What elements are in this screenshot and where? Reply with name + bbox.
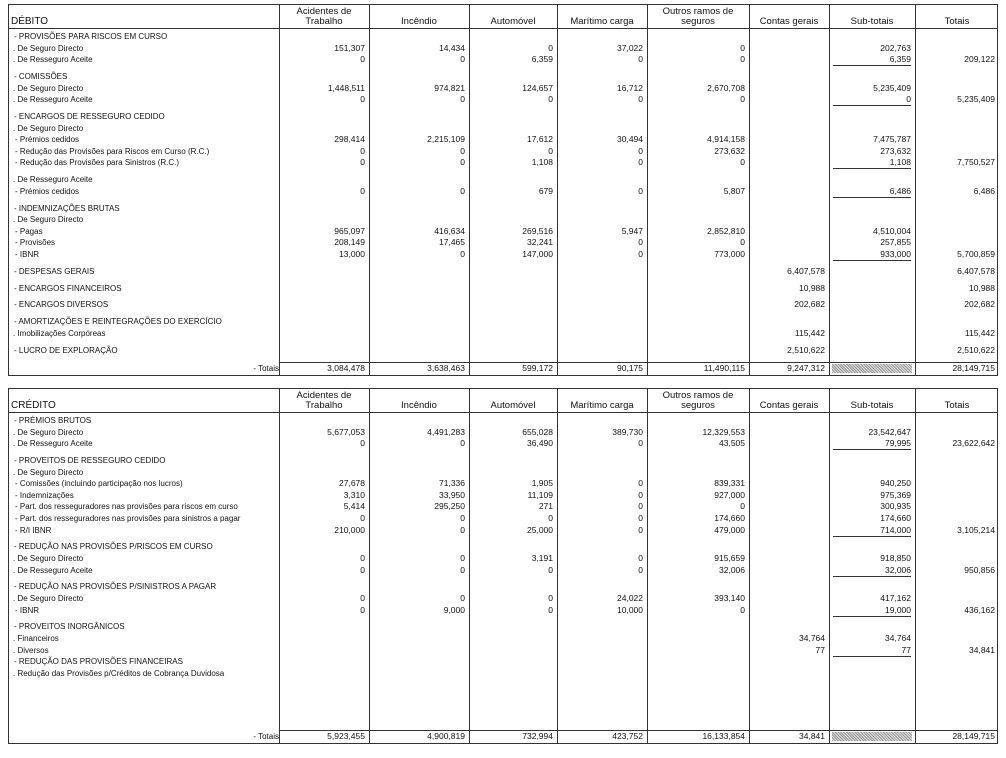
column-header-outros: Outros ramos de seguros (662, 6, 734, 27)
cell-maritimo: 16,712 (617, 82, 643, 93)
row-label: . De Resseguro Aceite (13, 175, 93, 185)
cell-acidentes: 1,448,511 (327, 82, 365, 93)
row-label: . De Resseguro Aceite (13, 55, 93, 65)
cell-totais: 3,105,214 (957, 524, 995, 535)
cell-incendio: 0 (460, 438, 465, 449)
row-label: - IBNR (15, 250, 39, 259)
table-row (9, 299, 997, 310)
row-label: - R/I IBNR (15, 525, 52, 535)
cell-outros: 0 (740, 157, 745, 168)
column-header-acidentes: Acidentes de Trabalho (296, 6, 352, 27)
column-header-contas: Contas gerais (759, 400, 819, 411)
table-row (9, 186, 997, 197)
row-label: . Imobilizações Corpóreas (13, 328, 106, 338)
total-maritimo: 90,175 (617, 363, 643, 373)
row-label: - Part. dos resseguradores nas provisões para riscos em curso (15, 502, 238, 512)
cell-totais: 209,122 (964, 54, 995, 65)
cell-automovel: 17,612 (527, 134, 553, 145)
cell-incendio: 0 (460, 524, 465, 535)
table-row (9, 266, 997, 277)
column-header-maritimo: Marítimo carga (570, 400, 634, 411)
table-row (9, 633, 997, 644)
column-header-totais: Totais (944, 16, 970, 27)
cell-automovel: 655,028 (522, 426, 553, 437)
cell-maritimo: 0 (638, 513, 643, 523)
column-header-outros: Outros ramos de seguros (662, 390, 734, 411)
totals-row (9, 731, 997, 742)
cell-subtotais: 32,006 (885, 564, 911, 575)
cell-acidentes: 0 (360, 185, 365, 196)
cell-automovel: 0 (548, 94, 553, 105)
column-header-contas: Contas gerais (759, 16, 819, 27)
cell-totais: 10,988 (969, 282, 995, 293)
cell-automovel: 0 (548, 145, 553, 156)
column-header-subtotais: Sub-totais (850, 16, 894, 27)
cell-acidentes: 208,149 (334, 237, 365, 248)
cell-acidentes: 0 (360, 604, 365, 615)
cell-maritimo: 0 (638, 249, 643, 259)
cell-maritimo: 0 (638, 524, 643, 535)
table-row (9, 593, 997, 604)
cell-outros: 0 (740, 501, 745, 512)
debito-title: DÉBITO (11, 16, 49, 27)
subtotal-rule (833, 65, 911, 66)
subtotal-rule (833, 449, 911, 450)
cell-incendio: 0 (460, 54, 465, 65)
cell-maritimo: 0 (638, 237, 643, 248)
cell-outros: 0 (740, 42, 745, 53)
table-row (9, 54, 997, 65)
cell-acidentes: 13,000 (339, 249, 365, 259)
cell-maritimo: 0 (638, 478, 643, 489)
row-label: - Redução das Provisões para Riscos em Curso (R.C.) (15, 146, 210, 156)
cell-acidentes: 5,414 (343, 501, 365, 512)
cell-outros: 5,807 (723, 185, 745, 196)
table-row (9, 83, 997, 94)
cell-subtotais: 23,542,647 (868, 426, 911, 437)
cell-outros: 927,000 (714, 489, 745, 500)
cell-maritimo: 389,730 (612, 426, 643, 437)
cell-subtotais: 257,855 (880, 237, 911, 248)
cell-totais: 202,682 (964, 299, 995, 310)
cell-automovel: 11,109 (527, 489, 553, 500)
cell-outros: 174,660 (714, 513, 745, 523)
cell-contas: 2,510,622 (787, 344, 825, 355)
cell-maritimo: 0 (638, 94, 643, 105)
cell-maritimo: 10,000 (617, 604, 643, 615)
table-row (9, 438, 997, 449)
table-row (9, 415, 997, 426)
cell-outros: 43,505 (719, 438, 745, 449)
table-row (9, 174, 997, 185)
column-header-automovel: Automóvel (490, 400, 536, 411)
table-row (9, 565, 997, 576)
cell-subtotais: 4,510,004 (873, 225, 911, 236)
cell-outros: 839,331 (714, 478, 745, 489)
total-incendio: 4,900,819 (427, 731, 465, 741)
row-label: - ENCARGOS DIVERSOS (14, 300, 109, 310)
credito-header (9, 389, 997, 413)
table-row (9, 157, 997, 168)
cell-outros: 479,000 (714, 524, 745, 535)
cell-automovel: 3,191 (531, 553, 553, 563)
table-row (9, 203, 997, 214)
cell-incendio: 416,634 (434, 225, 465, 236)
cell-totais: 6,407,578 (957, 265, 995, 276)
column-header-acidentes: Acidentes de Trabalho (296, 390, 352, 411)
cell-outros: 273,632 (714, 145, 745, 156)
table-row (9, 94, 997, 105)
cell-contas: 10,988 (799, 282, 825, 293)
cell-automovel: 25,000 (527, 524, 553, 535)
cell-maritimo: 24,022 (617, 593, 643, 603)
cell-maritimo: 30,494 (617, 134, 643, 145)
cell-subtotais: 79,995 (885, 438, 911, 449)
cell-subtotais: 19,000 (885, 604, 911, 615)
total-totais: 28,149,715 (952, 731, 995, 741)
cell-maritimo: 0 (638, 438, 643, 449)
cell-totais: 23,622,642 (952, 438, 995, 449)
cell-maritimo: 5,947 (621, 225, 643, 236)
row-label: - Pagas (15, 226, 43, 236)
total-automovel: 732,994 (522, 731, 553, 741)
cell-incendio: 9,000 (443, 604, 465, 615)
cell-maritimo: 0 (638, 54, 643, 65)
cell-totais: 2,510,622 (957, 344, 995, 355)
cell-automovel: 271 (538, 501, 553, 512)
debito-table (8, 4, 998, 376)
table-row (9, 668, 997, 679)
cell-incendio: 0 (460, 94, 465, 105)
table-row (9, 553, 997, 564)
table-row (9, 467, 997, 478)
table-row (9, 345, 997, 356)
cell-acidentes: 0 (360, 513, 365, 523)
cell-subtotais: 34,764 (885, 633, 911, 643)
table-row (9, 605, 997, 616)
total-contas: 9,247,312 (787, 363, 825, 373)
cell-outros: 12,329,553 (702, 426, 745, 437)
subtotal-rule (833, 105, 911, 106)
cell-outros: 2,670,708 (707, 82, 745, 93)
cell-maritimo: 0 (638, 564, 643, 575)
cell-contas: 34,764 (799, 633, 825, 643)
row-label: . De Seguro Directo (13, 594, 84, 603)
cell-maritimo: 0 (638, 553, 643, 563)
row-label: . De Resseguro Aceite (13, 565, 93, 575)
cell-totais: 6,486 (973, 185, 995, 196)
cell-maritimo: 0 (638, 185, 643, 196)
cell-outros: 32,006 (719, 564, 745, 575)
table-row (9, 237, 997, 248)
cell-automovel: 269,516 (522, 225, 553, 236)
shaded-cell (832, 732, 912, 741)
table-row (9, 249, 997, 260)
cell-incendio: 2,215,109 (427, 134, 465, 145)
cell-totais: 115,442 (964, 327, 995, 338)
cell-contas: 77 (815, 644, 825, 655)
column-header-incendio: Incêndio (401, 16, 437, 27)
cell-acidentes: 0 (360, 438, 365, 449)
row-label: - Indemnizações (15, 490, 74, 500)
cell-subtotais: 714,000 (880, 524, 911, 535)
cell-incendio: 0 (460, 249, 465, 259)
row-label: - Prémios cedidos (15, 186, 80, 196)
cell-acidentes: 0 (360, 553, 365, 563)
cell-subtotais: 940,250 (880, 478, 911, 489)
cell-outros: 773,000 (714, 249, 745, 259)
table-row (9, 501, 997, 512)
cell-incendio: 0 (460, 553, 465, 563)
total-incendio: 3,638,463 (427, 363, 465, 373)
table-row (9, 478, 997, 489)
cell-outros: 915,659 (714, 553, 745, 563)
table-row (9, 43, 997, 54)
table-row (9, 328, 997, 339)
row-label: - ENCARGOS FINANCEIROS (14, 283, 122, 293)
column-header-incendio: Incêndio (401, 400, 437, 411)
debito-header (9, 5, 997, 29)
table-row (9, 146, 997, 157)
cell-outros: 0 (740, 94, 745, 105)
total-acidentes: 5,923,455 (327, 731, 365, 741)
cell-contas: 6,407,578 (787, 265, 825, 276)
cell-incendio: 33,950 (439, 489, 465, 500)
column-header-totais: Totais (944, 400, 970, 411)
cell-maritimo: 0 (638, 489, 643, 500)
cell-maritimo: 0 (638, 501, 643, 512)
row-label: . Diversos (13, 645, 49, 655)
totals-label: - Totais (253, 732, 279, 741)
total-outros: 16,133,854 (702, 731, 745, 741)
table-row (9, 71, 997, 82)
cell-subtotais: 174,660 (880, 513, 911, 523)
column-header-maritimo: Marítimo carga (570, 16, 634, 27)
cell-subtotais: 6,486 (889, 185, 911, 196)
totals-label: - Totais (253, 364, 279, 373)
total-acidentes: 3,084,478 (327, 363, 365, 373)
row-label: - INDEMNIZAÇÕES BRUTAS (14, 203, 120, 213)
cell-automovel: 0 (548, 564, 553, 575)
table-row (9, 226, 997, 237)
cell-acidentes: 151,307 (334, 42, 365, 53)
row-label: - Provisões (15, 238, 56, 248)
cell-subtotais: 300,935 (880, 501, 911, 512)
table-row (9, 134, 997, 145)
total-maritimo: 423,752 (612, 731, 643, 741)
row-label: . Financeiros (13, 634, 59, 643)
row-label: . De Seguro Directo (13, 123, 84, 133)
table-row (9, 581, 997, 592)
cell-totais: 436,162 (964, 604, 995, 615)
row-label: . De Seguro Directo (13, 83, 84, 93)
cell-acidentes: 0 (360, 593, 365, 603)
cell-maritimo: 0 (638, 145, 643, 156)
subtotal-rule (833, 616, 911, 617)
row-label: . De Seguro Directo (13, 427, 84, 437)
cell-incendio: 0 (460, 157, 465, 168)
row-label: - Comissões (incluindo participação nos lucros) (15, 479, 183, 489)
cell-totais: 7,750,527 (957, 157, 995, 168)
subtotal-rule (833, 260, 911, 261)
cell-subtotais: 5,235,409 (873, 82, 911, 93)
subtotal-rule (833, 536, 911, 537)
cell-acidentes: 27,678 (339, 478, 365, 489)
row-label: - ENCARGOS DE RESSEGURO CEDIDO (14, 112, 165, 121)
cell-subtotais: 202,763 (880, 42, 911, 53)
table-row (9, 621, 997, 632)
table-row (9, 455, 997, 466)
cell-automovel: 1,108 (531, 157, 553, 168)
cell-automovel: 0 (548, 604, 553, 615)
table-row (9, 427, 997, 438)
row-label: . De Resseguro Aceite (13, 95, 93, 105)
table-row (9, 513, 997, 524)
cell-maritimo: 0 (638, 157, 643, 168)
cell-subtotais: 1,108 (889, 157, 911, 168)
cell-incendio: 14,434 (439, 42, 465, 53)
cell-subtotais: 6,359 (889, 54, 911, 65)
cell-incendio: 0 (460, 593, 465, 603)
cell-incendio: 17,465 (439, 237, 465, 248)
cell-incendio: 974,821 (434, 82, 465, 93)
row-label: . Redução das Provisões p/Créditos de Cobrança Duvidosa (13, 668, 225, 678)
row-label: . De Seguro Directo (13, 467, 84, 477)
cell-automovel: 147,000 (522, 249, 553, 259)
credito-table (8, 388, 998, 744)
table-row (9, 490, 997, 501)
cell-incendio: 0 (460, 145, 465, 156)
cell-acidentes: 210,000 (334, 524, 365, 535)
credito-title: CRÉDITO (11, 400, 56, 411)
cell-outros: 0 (740, 54, 745, 65)
table-row (9, 316, 997, 327)
row-label: - REDUÇÃO NAS PROVISÕES P/SINISTROS A PAGAR (14, 582, 217, 592)
cell-automovel: 0 (548, 513, 553, 523)
cell-subtotais: 918,850 (880, 553, 911, 563)
subtotal-rule (833, 576, 911, 577)
cell-incendio: 71,336 (439, 478, 465, 489)
row-label: - Redução das Provisões para Sinistros (R.C.) (15, 158, 180, 168)
cell-automovel: 6,359 (531, 54, 553, 65)
cell-subtotais: 975,369 (880, 489, 911, 500)
cell-automovel: 32,241 (527, 237, 553, 248)
row-label: - LUCRO DE EXPLORAÇÃO (14, 345, 118, 355)
row-label: - PROVEITOS DE RESSEGURO CEDIDO (14, 456, 166, 465)
cell-acidentes: 965,097 (334, 225, 365, 236)
cell-incendio: 0 (460, 185, 465, 196)
cell-outros: 393,140 (714, 593, 745, 603)
cell-acidentes: 5,677,053 (327, 426, 365, 437)
row-label: - AMORTIZAÇÕES E REINTEGRAÇÕES DO EXERCÍCIO (14, 317, 222, 327)
cell-contas: 115,442 (794, 327, 825, 338)
cell-totais: 34,841 (969, 644, 995, 655)
cell-incendio: 295,250 (434, 501, 465, 512)
cell-automovel: 36,490 (527, 438, 553, 449)
cell-maritimo: 37,022 (617, 42, 643, 53)
row-label: - REDUÇÃO DAS PROVISÕES FINANCEIRAS (14, 657, 183, 667)
row-label: - Prémios cedidos (15, 135, 80, 145)
cell-incendio: 0 (460, 513, 465, 523)
total-totais: 28,149,715 (952, 363, 995, 373)
cell-acidentes: 298,414 (334, 134, 365, 145)
table-row (9, 656, 997, 667)
cell-acidentes: 0 (360, 564, 365, 575)
table-row (9, 645, 997, 656)
total-automovel: 599,172 (522, 363, 553, 373)
row-label: - DESPESAS GERAIS (14, 266, 95, 276)
cell-totais: 950,856 (964, 564, 995, 575)
row-label: - REDUÇÃO NAS PROVISÕES P/RISCOS EM CURSO (14, 542, 213, 552)
cell-automovel: 124,657 (522, 82, 553, 93)
cell-contas: 202,682 (794, 299, 825, 310)
cell-subtotais: 77 (901, 644, 911, 655)
cell-outros: 0 (740, 237, 745, 248)
cell-acidentes: 0 (360, 157, 365, 168)
cell-incendio: 4,491,283 (427, 426, 465, 437)
row-label: - COMISSÕES (14, 72, 68, 81)
cell-automovel: 679 (538, 185, 553, 196)
subtotal-rule (833, 197, 911, 198)
cell-acidentes: 0 (360, 145, 365, 156)
row-label: . De Seguro Directo (13, 43, 84, 53)
cell-outros: 0 (740, 604, 745, 615)
row-label: - PRÉMIOS BRUTOS (14, 416, 92, 425)
cell-totais: 5,700,859 (957, 249, 995, 259)
cell-acidentes: 0 (360, 54, 365, 65)
totals-row (9, 363, 997, 374)
cell-subtotais: 417,162 (880, 593, 911, 603)
table-row (9, 111, 997, 122)
table-row (9, 31, 997, 42)
row-label: . De Resseguro Aceite (13, 439, 93, 449)
cell-subtotais: 7,475,787 (873, 134, 911, 145)
cell-subtotais: 0 (906, 94, 911, 105)
total-contas: 34,841 (799, 731, 825, 741)
cell-automovel: 1,905 (531, 478, 553, 489)
cell-outros: 4,914,158 (707, 134, 745, 145)
table-row (9, 214, 997, 225)
table-row (9, 541, 997, 552)
subtotal-rule (833, 168, 911, 169)
table-row (9, 283, 997, 294)
cell-subtotais: 933,000 (880, 249, 911, 259)
column-header-subtotais: Sub-totais (850, 400, 894, 411)
table-row (9, 123, 997, 134)
row-label: - PROVEITOS INORGÂNICOS (14, 622, 125, 632)
total-outros: 11,490,115 (703, 363, 745, 373)
cell-incendio: 0 (460, 564, 465, 575)
row-label: . De Seguro Directo (13, 215, 84, 225)
cell-acidentes: 3,310 (343, 489, 365, 500)
row-label: . De Seguro Directo (13, 554, 84, 563)
cell-totais: 5,235,409 (957, 94, 995, 105)
shaded-cell (832, 364, 912, 373)
row-label: - IBNR (15, 605, 39, 615)
table-row (9, 525, 997, 536)
column-header-automovel: Automóvel (490, 16, 536, 27)
cell-outros: 2,852,810 (707, 225, 745, 236)
cell-subtotais: 273,632 (880, 145, 911, 156)
cell-automovel: 0 (548, 42, 553, 53)
row-label: - PROVISÕES PARA RISCOS EM CURSO (14, 32, 168, 41)
cell-acidentes: 0 (360, 94, 365, 105)
row-label: - Part. dos resseguradores nas provisões para sinistros a pagar (15, 514, 241, 523)
cell-automovel: 0 (548, 593, 553, 603)
